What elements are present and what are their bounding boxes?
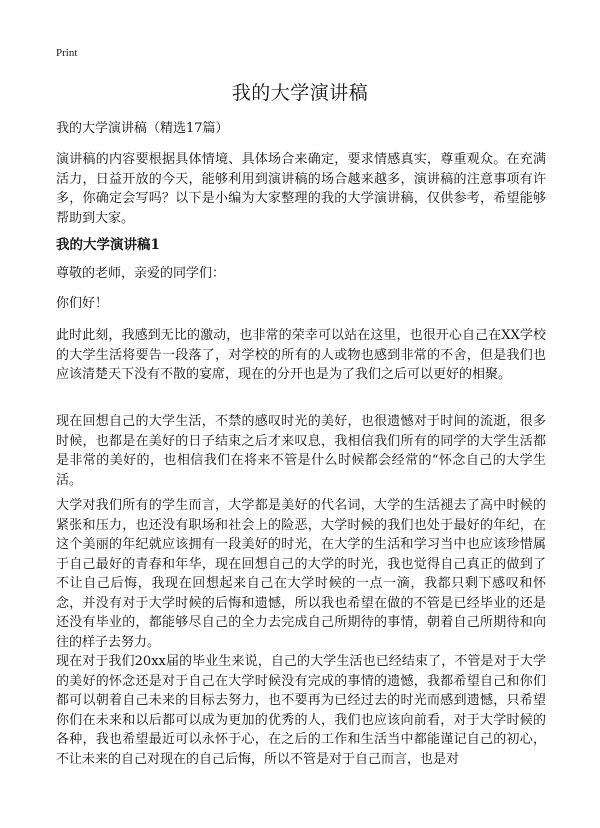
document-title: 我的大学演讲稿 bbox=[231, 82, 369, 104]
intro-paragraph: 演讲稿的内容要根据具体情境、具体场合来确定，要求情感真实，尊重观众。在充满活力，日益开放的今天，能够利用到演讲稿的场合越来越多，演讲稿的注意事项有许多，你确定会写吗？以下是小编为大家整理的我的大学演讲稿，仅供参考，希望能够帮助到大家。 bbox=[56, 152, 546, 226]
body-paragraph: 现在回想自己的大学生活，不禁的感叹时光的美好，也很遗憾对于时间的流逝，很多时候，也都是在美好的日子结束之后才来叹息，我相信我们所有的同学的大学生活都是非常的美好的，也相信我们在将来不管是什么时候都会经常的“怀念自己的大学生活。 bbox=[56, 414, 546, 488]
body-paragraph: 此时此刻，我感到无比的激动，也非常的荣幸可以站在这里，也很开心自己在XX学校的大学生活将要告一段落了，对学校的所有的人或物也感到非常的不舍，但是我们也应该清楚天下没有不散的宴席，现在的分开也是为了我们之后可以更好的相聚。 bbox=[56, 328, 546, 382]
body-paragraph: 大学对我们所有的学生而言，大学都是美好的代名词，大学的生活褪去了高中时候的紧张和压力，也还没有职场和社会上的险恶，大学时候的我们也处于最好的年纪，在这个美丽的年纪就应该拥有一段美好的时光，在大学的生活和学习当中也应该珍惜属于自己最好的青春和年华，现在回想自己的大学的时光，我也觉得自己真正的做到了不让自己后悔，我现在回想起来自己在大学时候的一点一滴，我都只剩下感叹和怀念，并没有对于大学时候的后悔和遗憾，所以我也希望在做的不管是已经毕业的还是还没有毕业的，都能够尽自己的全力去完成自己所期待的事情，朝着自己所期待和向往的样子去努力。 bbox=[56, 498, 546, 650]
greeting: 你们好！ bbox=[56, 296, 109, 311]
print-link[interactable]: Print bbox=[56, 47, 78, 59]
document-subtitle: 我的大学演讲稿（精选17篇） bbox=[56, 121, 229, 136]
body-paragraph: 现在对于我们20xx届的毕业生来说，自己的大学生活也已经结束了，不管是对于大学的美好的怀念还是对于自己在大学时候没有完成的事情的遗憾，我都希望自己和你们都可以朝着自己未来的目标去努力，也不要再为已经过去的时光而感到遗憾，只希望你们在未来和以后都可以成为更加的优秀的人，我们也应该向前看，对于大学时候的各种，我也希望最近可以永怀于心，在之后的工作和生活当中都能谨记自己的初心，不让未来的自己对现在的自己后悔，所以不管是对于自己而言，也是对 bbox=[56, 654, 546, 767]
salutation: 尊敬的老师，亲爱的同学们： bbox=[56, 266, 226, 281]
section-heading: 我的大学演讲稿1 bbox=[56, 237, 160, 253]
